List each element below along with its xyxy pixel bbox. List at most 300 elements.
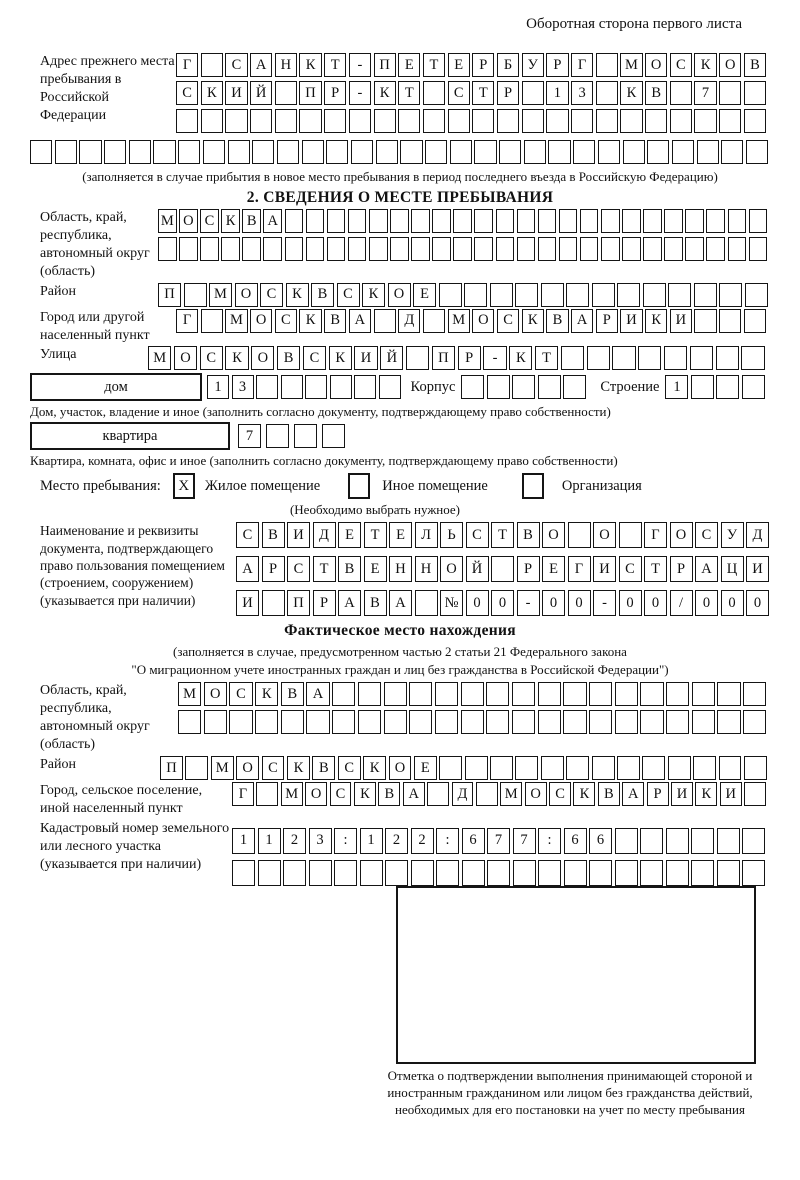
char-cell[interactable]: 0 xyxy=(568,590,591,616)
char-cell[interactable]: К xyxy=(255,682,278,706)
char-cell[interactable]: № xyxy=(440,590,463,616)
char-cell[interactable]: С xyxy=(670,53,692,77)
char-cell[interactable]: С xyxy=(225,53,247,77)
char-cell[interactable]: Р xyxy=(647,782,669,806)
char-cell[interactable]: 3 xyxy=(232,375,254,399)
char-cell[interactable] xyxy=(615,710,638,734)
char-cell[interactable]: В xyxy=(546,309,568,333)
char-cell[interactable] xyxy=(461,710,484,734)
char-cell[interactable]: О xyxy=(235,283,258,307)
char-cell[interactable]: М xyxy=(158,209,177,233)
char-cell[interactable] xyxy=(564,860,587,886)
char-cell[interactable]: К xyxy=(225,346,248,370)
char-cell[interactable] xyxy=(719,309,741,333)
char-cell[interactable] xyxy=(672,140,694,164)
char-cell[interactable]: И xyxy=(225,81,247,105)
char-cell[interactable] xyxy=(517,209,536,233)
char-cell[interactable]: 1 xyxy=(546,81,568,105)
char-cell[interactable] xyxy=(612,346,635,370)
char-cell[interactable]: Е xyxy=(448,53,470,77)
char-cell[interactable]: В xyxy=(262,522,285,548)
char-cell[interactable]: С xyxy=(287,556,310,582)
char-cell[interactable] xyxy=(742,828,765,854)
char-cell[interactable]: В xyxy=(324,309,346,333)
char-cell[interactable]: - xyxy=(483,346,506,370)
char-cell[interactable] xyxy=(435,682,458,706)
char-cell[interactable]: 0 xyxy=(721,590,744,616)
char-cell[interactable]: М xyxy=(281,782,303,806)
char-cell[interactable] xyxy=(432,237,451,261)
char-cell[interactable]: Р xyxy=(670,556,693,582)
char-cell[interactable] xyxy=(411,209,430,233)
char-cell[interactable]: : xyxy=(538,828,561,854)
char-cell[interactable] xyxy=(719,283,742,307)
char-cell[interactable] xyxy=(411,237,430,261)
char-cell[interactable] xyxy=(275,81,297,105)
char-cell[interactable]: Г xyxy=(176,53,198,77)
char-cell[interactable]: С xyxy=(549,782,571,806)
char-cell[interactable] xyxy=(465,756,488,780)
char-cell[interactable] xyxy=(666,682,689,706)
char-cell[interactable]: В xyxy=(338,556,361,582)
char-cell[interactable] xyxy=(668,756,691,780)
char-cell[interactable] xyxy=(497,109,519,133)
char-cell[interactable] xyxy=(285,237,304,261)
char-cell[interactable] xyxy=(694,109,716,133)
char-cell[interactable] xyxy=(559,209,578,233)
char-cell[interactable] xyxy=(281,710,304,734)
char-cell[interactable]: В xyxy=(277,346,300,370)
char-cell[interactable]: Т xyxy=(491,522,514,548)
char-cell[interactable]: 6 xyxy=(589,828,612,854)
char-cell[interactable]: А xyxy=(250,53,272,77)
char-cell[interactable] xyxy=(580,209,599,233)
char-cell[interactable]: Г xyxy=(176,309,198,333)
char-cell[interactable] xyxy=(643,237,662,261)
char-cell[interactable]: Л xyxy=(415,522,438,548)
char-cell[interactable] xyxy=(694,309,716,333)
char-cell[interactable]: М xyxy=(211,756,234,780)
char-cell[interactable]: 0 xyxy=(695,590,718,616)
char-cell[interactable]: И xyxy=(236,590,259,616)
char-cell[interactable] xyxy=(615,860,638,886)
char-cell[interactable] xyxy=(474,237,493,261)
char-cell[interactable]: 2 xyxy=(411,828,434,854)
char-cell[interactable]: П xyxy=(374,53,396,77)
char-cell[interactable]: С xyxy=(619,556,642,582)
char-cell[interactable] xyxy=(374,309,396,333)
char-cell[interactable]: Е xyxy=(398,53,420,77)
char-cell[interactable]: А xyxy=(695,556,718,582)
char-cell[interactable] xyxy=(185,756,208,780)
char-cell[interactable] xyxy=(203,140,225,164)
char-cell[interactable] xyxy=(262,590,285,616)
char-cell[interactable]: Й xyxy=(380,346,403,370)
char-cell[interactable]: О xyxy=(719,53,741,77)
char-cell[interactable] xyxy=(728,237,747,261)
char-cell[interactable] xyxy=(200,237,219,261)
char-cell[interactable]: Д xyxy=(746,522,769,548)
char-cell[interactable]: В xyxy=(364,590,387,616)
char-cell[interactable] xyxy=(619,522,642,548)
char-cell[interactable]: О xyxy=(388,283,411,307)
char-cell[interactable]: 7 xyxy=(238,424,261,448)
char-cell[interactable] xyxy=(435,710,458,734)
char-cell[interactable]: Е xyxy=(414,756,437,780)
char-cell[interactable]: М xyxy=(620,53,642,77)
char-cell[interactable]: Н xyxy=(275,53,297,77)
char-cell[interactable] xyxy=(587,346,610,370)
char-cell[interactable]: - xyxy=(517,590,540,616)
char-cell[interactable]: У xyxy=(721,522,744,548)
char-cell[interactable] xyxy=(486,682,509,706)
char-cell[interactable] xyxy=(448,109,470,133)
char-cell[interactable] xyxy=(622,237,641,261)
char-cell[interactable] xyxy=(666,828,689,854)
char-cell[interactable]: 2 xyxy=(283,828,306,854)
char-cell[interactable] xyxy=(250,109,272,133)
char-cell[interactable] xyxy=(423,309,445,333)
char-cell[interactable] xyxy=(615,828,638,854)
char-cell[interactable]: Р xyxy=(313,590,336,616)
char-cell[interactable]: А xyxy=(622,782,644,806)
char-cell[interactable]: 1 xyxy=(207,375,229,399)
char-cell[interactable]: П xyxy=(299,81,321,105)
char-cell[interactable] xyxy=(464,283,487,307)
char-cell[interactable]: С xyxy=(200,209,219,233)
char-cell[interactable] xyxy=(617,756,640,780)
char-cell[interactable]: С xyxy=(497,309,519,333)
char-cell[interactable]: К xyxy=(201,81,223,105)
char-cell[interactable] xyxy=(541,756,564,780)
char-cell[interactable]: О xyxy=(525,782,547,806)
char-cell[interactable] xyxy=(716,346,739,370)
char-cell[interactable]: 6 xyxy=(564,828,587,854)
char-cell[interactable]: Г xyxy=(571,53,593,77)
char-cell[interactable] xyxy=(496,209,515,233)
char-cell[interactable] xyxy=(348,237,367,261)
char-cell[interactable]: К xyxy=(573,782,595,806)
char-cell[interactable] xyxy=(332,682,355,706)
char-cell[interactable] xyxy=(601,237,620,261)
char-cell[interactable]: Й xyxy=(466,556,489,582)
char-cell[interactable]: О xyxy=(204,682,227,706)
char-cell[interactable] xyxy=(360,860,383,886)
char-cell[interactable] xyxy=(742,860,765,886)
char-cell[interactable] xyxy=(716,375,739,399)
char-cell[interactable] xyxy=(354,375,376,399)
char-cell[interactable] xyxy=(515,283,538,307)
char-cell[interactable]: О xyxy=(251,346,274,370)
char-cell[interactable] xyxy=(592,756,615,780)
char-cell[interactable] xyxy=(670,81,692,105)
char-cell[interactable]: П xyxy=(160,756,183,780)
char-cell[interactable]: Т xyxy=(644,556,667,582)
char-cell[interactable] xyxy=(129,140,151,164)
char-cell[interactable] xyxy=(617,283,640,307)
char-cell[interactable] xyxy=(522,109,544,133)
char-cell[interactable]: В xyxy=(517,522,540,548)
char-cell[interactable] xyxy=(566,756,589,780)
char-cell[interactable] xyxy=(538,860,561,886)
char-cell[interactable]: 7 xyxy=(487,828,510,854)
char-cell[interactable] xyxy=(589,860,612,886)
char-cell[interactable] xyxy=(615,682,638,706)
char-cell[interactable] xyxy=(563,375,586,399)
char-cell[interactable]: М xyxy=(448,309,470,333)
char-cell[interactable]: С xyxy=(338,756,361,780)
char-cell[interactable] xyxy=(524,140,546,164)
char-cell[interactable] xyxy=(517,237,536,261)
char-cell[interactable]: Н xyxy=(415,556,438,582)
char-cell[interactable] xyxy=(622,209,641,233)
char-cell[interactable]: И xyxy=(354,346,377,370)
char-cell[interactable] xyxy=(749,237,768,261)
char-cell[interactable]: 0 xyxy=(619,590,642,616)
char-cell[interactable]: : xyxy=(334,828,357,854)
char-cell[interactable] xyxy=(592,283,615,307)
char-cell[interactable]: О xyxy=(645,53,667,77)
char-cell[interactable]: 3 xyxy=(309,828,332,854)
char-cell[interactable]: Т xyxy=(324,53,346,77)
char-cell[interactable] xyxy=(283,860,306,886)
char-cell[interactable] xyxy=(666,710,689,734)
char-cell[interactable] xyxy=(596,53,618,77)
char-cell[interactable] xyxy=(158,237,177,261)
char-cell[interactable]: К xyxy=(299,53,321,77)
char-cell[interactable] xyxy=(666,860,689,886)
char-cell[interactable] xyxy=(589,682,612,706)
char-cell[interactable] xyxy=(384,710,407,734)
char-cell[interactable] xyxy=(573,140,595,164)
char-cell[interactable]: К xyxy=(620,81,642,105)
char-cell[interactable]: 3 xyxy=(571,81,593,105)
char-cell[interactable]: К xyxy=(287,756,310,780)
char-cell[interactable]: С xyxy=(229,682,252,706)
char-cell[interactable] xyxy=(717,682,740,706)
char-cell[interactable]: О xyxy=(389,756,412,780)
checkbox-zhiloe[interactable]: X xyxy=(173,473,195,499)
char-cell[interactable]: К xyxy=(329,346,352,370)
char-cell[interactable] xyxy=(358,682,381,706)
char-cell[interactable] xyxy=(79,140,101,164)
char-cell[interactable] xyxy=(692,710,715,734)
char-cell[interactable] xyxy=(664,237,683,261)
char-cell[interactable] xyxy=(512,375,535,399)
char-cell[interactable] xyxy=(697,140,719,164)
char-cell[interactable] xyxy=(719,756,742,780)
char-cell[interactable]: О xyxy=(250,309,272,333)
char-cell[interactable]: М xyxy=(178,682,201,706)
char-cell[interactable]: С xyxy=(466,522,489,548)
char-cell[interactable]: К xyxy=(354,782,376,806)
char-cell[interactable]: А xyxy=(263,209,282,233)
char-cell[interactable] xyxy=(743,710,766,734)
char-cell[interactable]: О xyxy=(472,309,494,333)
char-cell[interactable] xyxy=(436,860,459,886)
char-cell[interactable]: Р xyxy=(596,309,618,333)
char-cell[interactable] xyxy=(306,209,325,233)
char-cell[interactable] xyxy=(474,209,493,233)
char-cell[interactable] xyxy=(512,710,535,734)
char-cell[interactable]: Г xyxy=(568,556,591,582)
char-cell[interactable]: - xyxy=(349,81,371,105)
char-cell[interactable] xyxy=(598,140,620,164)
char-cell[interactable] xyxy=(664,209,683,233)
char-cell[interactable]: Б xyxy=(497,53,519,77)
char-cell[interactable]: П xyxy=(158,283,181,307)
char-cell[interactable] xyxy=(548,140,570,164)
char-cell[interactable] xyxy=(691,375,714,399)
char-cell[interactable] xyxy=(566,283,589,307)
char-cell[interactable] xyxy=(643,283,666,307)
char-cell[interactable] xyxy=(285,209,304,233)
char-cell[interactable] xyxy=(415,590,438,616)
char-cell[interactable] xyxy=(450,140,472,164)
char-cell[interactable] xyxy=(281,375,303,399)
char-cell[interactable] xyxy=(400,140,422,164)
char-cell[interactable]: 0 xyxy=(644,590,667,616)
char-cell[interactable] xyxy=(305,375,327,399)
char-cell[interactable]: А xyxy=(349,309,371,333)
char-cell[interactable]: Ц xyxy=(721,556,744,582)
char-cell[interactable]: 1 xyxy=(258,828,281,854)
char-cell[interactable] xyxy=(643,209,662,233)
char-cell[interactable]: А xyxy=(338,590,361,616)
char-cell[interactable] xyxy=(266,424,289,448)
char-cell[interactable]: С xyxy=(330,782,352,806)
char-cell[interactable] xyxy=(601,209,620,233)
char-cell[interactable] xyxy=(638,346,661,370)
char-cell[interactable]: А xyxy=(236,556,259,582)
char-cell[interactable] xyxy=(390,237,409,261)
char-cell[interactable]: Д xyxy=(398,309,420,333)
char-cell[interactable] xyxy=(743,682,766,706)
char-cell[interactable]: С xyxy=(337,283,360,307)
char-cell[interactable] xyxy=(491,556,514,582)
char-cell[interactable]: Е xyxy=(389,522,412,548)
char-cell[interactable]: Т xyxy=(423,53,445,77)
char-cell[interactable]: Е xyxy=(364,556,387,582)
char-cell[interactable] xyxy=(390,209,409,233)
char-cell[interactable]: Р xyxy=(546,53,568,77)
char-cell[interactable] xyxy=(184,283,207,307)
char-cell[interactable] xyxy=(596,81,618,105)
char-cell[interactable]: И xyxy=(670,309,692,333)
char-cell[interactable] xyxy=(334,860,357,886)
char-cell[interactable]: К xyxy=(694,53,716,77)
char-cell[interactable] xyxy=(369,237,388,261)
char-cell[interactable]: И xyxy=(671,782,693,806)
char-cell[interactable]: О xyxy=(236,756,259,780)
char-cell[interactable] xyxy=(178,710,201,734)
char-cell[interactable] xyxy=(409,682,432,706)
char-cell[interactable] xyxy=(668,283,691,307)
char-cell[interactable] xyxy=(522,81,544,105)
char-cell[interactable] xyxy=(559,237,578,261)
char-cell[interactable] xyxy=(398,109,420,133)
char-cell[interactable]: К xyxy=(522,309,544,333)
char-cell[interactable] xyxy=(745,283,768,307)
char-cell[interactable]: Р xyxy=(472,53,494,77)
char-cell[interactable] xyxy=(640,682,663,706)
char-cell[interactable]: С xyxy=(260,283,283,307)
char-cell[interactable] xyxy=(744,756,767,780)
char-cell[interactable] xyxy=(645,109,667,133)
char-cell[interactable] xyxy=(744,782,766,806)
char-cell[interactable]: Е xyxy=(413,283,436,307)
char-cell[interactable]: М xyxy=(148,346,171,370)
char-cell[interactable] xyxy=(324,109,346,133)
char-cell[interactable]: Г xyxy=(644,522,667,548)
char-cell[interactable] xyxy=(423,81,445,105)
char-cell[interactable]: О xyxy=(542,522,565,548)
char-cell[interactable] xyxy=(541,283,564,307)
char-cell[interactable]: И xyxy=(593,556,616,582)
char-cell[interactable] xyxy=(563,710,586,734)
char-cell[interactable]: Е xyxy=(542,556,565,582)
char-cell[interactable]: С xyxy=(695,522,718,548)
char-cell[interactable]: О xyxy=(305,782,327,806)
char-cell[interactable]: Г xyxy=(232,782,254,806)
char-cell[interactable] xyxy=(664,346,687,370)
char-cell[interactable] xyxy=(487,860,510,886)
char-cell[interactable] xyxy=(376,140,398,164)
char-cell[interactable] xyxy=(538,375,561,399)
char-cell[interactable] xyxy=(694,283,717,307)
char-cell[interactable] xyxy=(742,375,765,399)
char-cell[interactable] xyxy=(640,828,663,854)
char-cell[interactable]: 7 xyxy=(513,828,536,854)
char-cell[interactable] xyxy=(538,209,557,233)
char-cell[interactable]: Р xyxy=(517,556,540,582)
char-cell[interactable] xyxy=(294,424,317,448)
char-cell[interactable] xyxy=(744,309,766,333)
char-cell[interactable] xyxy=(327,237,346,261)
char-cell[interactable] xyxy=(746,140,768,164)
char-cell[interactable]: К xyxy=(299,309,321,333)
char-cell[interactable] xyxy=(406,346,429,370)
char-cell[interactable]: И xyxy=(620,309,642,333)
char-cell[interactable] xyxy=(691,828,714,854)
char-cell[interactable] xyxy=(647,140,669,164)
char-cell[interactable] xyxy=(326,140,348,164)
char-cell[interactable] xyxy=(728,209,747,233)
char-cell[interactable] xyxy=(228,140,250,164)
char-cell[interactable] xyxy=(332,710,355,734)
char-cell[interactable]: В xyxy=(378,782,400,806)
char-cell[interactable] xyxy=(691,860,714,886)
char-cell[interactable] xyxy=(640,860,663,886)
char-cell[interactable] xyxy=(589,710,612,734)
char-cell[interactable]: С xyxy=(303,346,326,370)
char-cell[interactable] xyxy=(277,140,299,164)
char-cell[interactable]: К xyxy=(362,283,385,307)
char-cell[interactable] xyxy=(358,710,381,734)
char-cell[interactable]: Р xyxy=(324,81,346,105)
char-cell[interactable]: Д xyxy=(452,782,474,806)
char-cell[interactable] xyxy=(706,237,725,261)
char-cell[interactable]: С xyxy=(448,81,470,105)
char-cell[interactable] xyxy=(411,860,434,886)
char-cell[interactable]: 0 xyxy=(542,590,565,616)
char-cell[interactable] xyxy=(439,283,462,307)
char-cell[interactable] xyxy=(512,682,535,706)
char-cell[interactable]: У xyxy=(522,53,544,77)
char-cell[interactable]: В xyxy=(598,782,620,806)
char-cell[interactable]: С xyxy=(200,346,223,370)
char-cell[interactable] xyxy=(538,682,561,706)
